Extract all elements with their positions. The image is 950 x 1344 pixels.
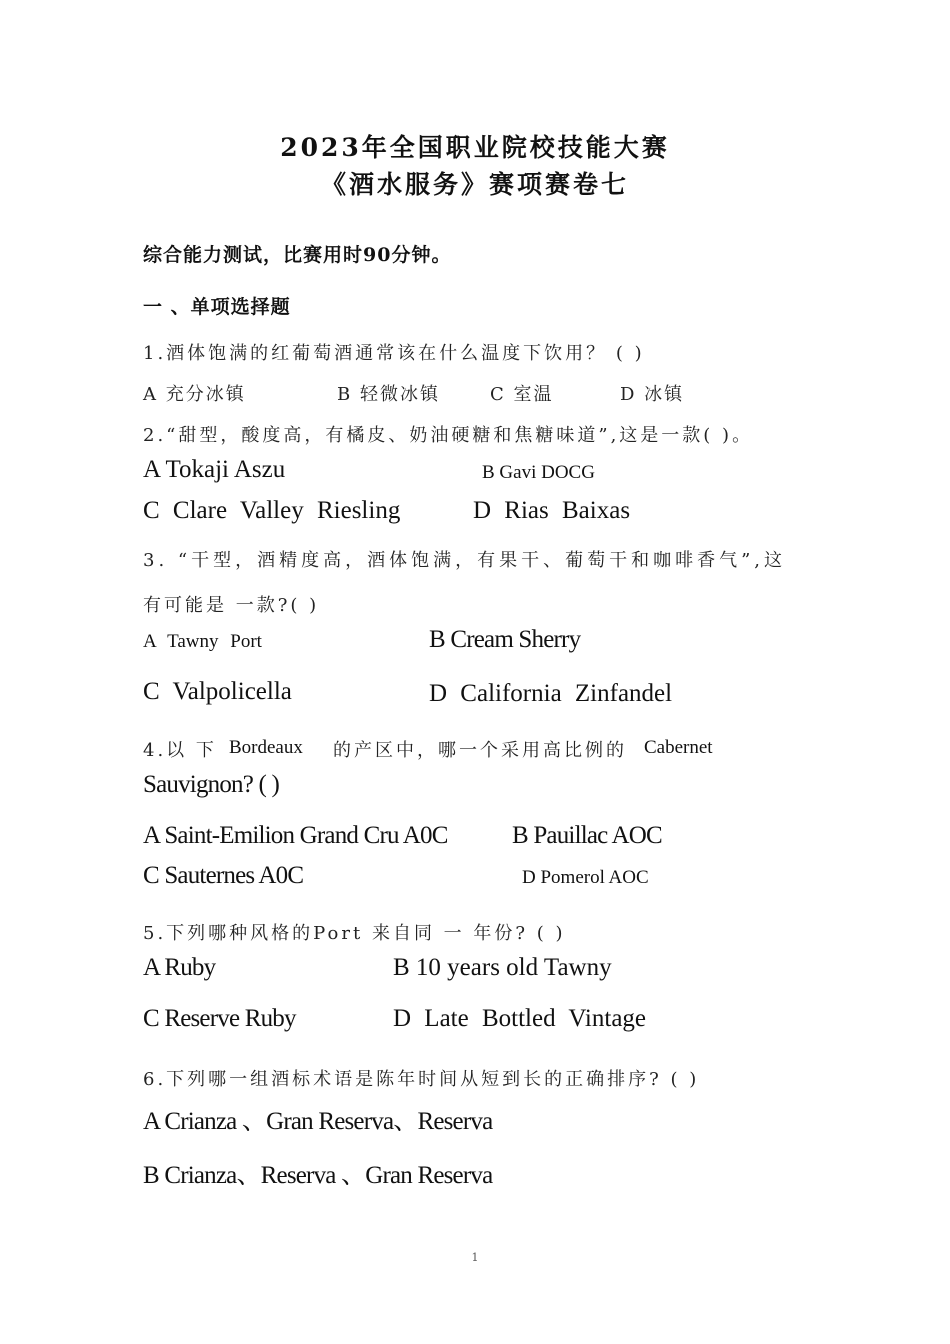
intro-text: 综合能力测试，比赛用时90分钟。: [143, 244, 452, 266]
question-3-option-a: A Tawny Port: [143, 631, 262, 652]
question-4-stem-part-1: 4.以 下: [143, 740, 217, 761]
question-6-stem: 6.下列哪一组酒标术语是陈年时间从短到长的正确排序? ( ): [143, 1069, 700, 1090]
page-number: 1: [471, 1251, 479, 1264]
question-4-option-c: C Sauternes A0C: [143, 862, 304, 889]
question-1-option-c: C 室温: [490, 384, 554, 405]
question-3-option-c: C Valpolicella: [143, 678, 292, 705]
question-6-option-b: B Crianza、Reserva 、Gran Reserva: [143, 1162, 493, 1189]
question-3-option-d: D California Zinfandel: [429, 680, 673, 707]
question-6-option-a: A Crianza 、Gran Reserva、Reserva: [143, 1108, 493, 1135]
question-4-option-b: B Pauillac AOC: [512, 822, 662, 849]
question-1-stem: 1.酒体饱满的红葡萄酒通常该在什么温度下饮用？ ( ): [143, 343, 645, 364]
question-4-stem-part-3: 的产区中，哪一个采用高比例的: [333, 740, 627, 761]
question-4-stem-part-4: Cabernet: [644, 737, 713, 758]
question-2-option-c: C Clare Valley Riesling: [143, 497, 401, 524]
question-3-stem-line-2: 有可能是 一款?( ): [143, 595, 320, 616]
section-heading: 一 、单项选择题: [143, 296, 291, 318]
question-2-option-a: A Tokaji Aszu: [143, 456, 286, 483]
question-4-stem-part-2: Bordeaux: [229, 737, 303, 758]
question-1-option-a: A 充分冰镇: [143, 384, 246, 405]
question-1-option-b: B 轻微冰镇: [337, 384, 440, 405]
question-5-option-a: A Ruby: [143, 954, 216, 981]
title-line-1: 2023年全国职业院校技能大赛: [280, 133, 670, 162]
question-4-option-d: D Pomerol AOC: [522, 867, 649, 888]
title-line-2: 《酒水服务》赛项赛卷七: [320, 170, 629, 199]
question-3-option-b: B Cream Sherry: [429, 626, 581, 653]
question-2-option-b: B Gavi DOCG: [482, 462, 595, 483]
question-2-stem: 2.“甜型，酸度高，有橘皮、奶油硬糖和焦糖味道”,这是一款( )。: [143, 425, 754, 446]
question-1-option-d: D 冰镇: [620, 384, 685, 405]
question-5-option-c: C Reserve Ruby: [143, 1005, 296, 1032]
question-5-option-d: D Late Bottled Vintage: [393, 1005, 647, 1032]
question-5-stem: 5.下列哪种风格的Port 来自同 一 年份? ( ): [143, 923, 566, 944]
question-2-option-d: D Rias Baixas: [473, 497, 631, 524]
question-4-option-a: A Saint-Emilion Grand Cru A0C: [143, 822, 448, 849]
question-5-option-b: B 10 years old Tawny: [393, 954, 612, 981]
question-4-stem-line-2: Sauvignon? ( ): [143, 771, 279, 798]
question-3-stem-line-1: 3. “干型，酒精度高，酒体饱满，有果干、葡萄干和咖啡香气”,这: [143, 550, 787, 571]
